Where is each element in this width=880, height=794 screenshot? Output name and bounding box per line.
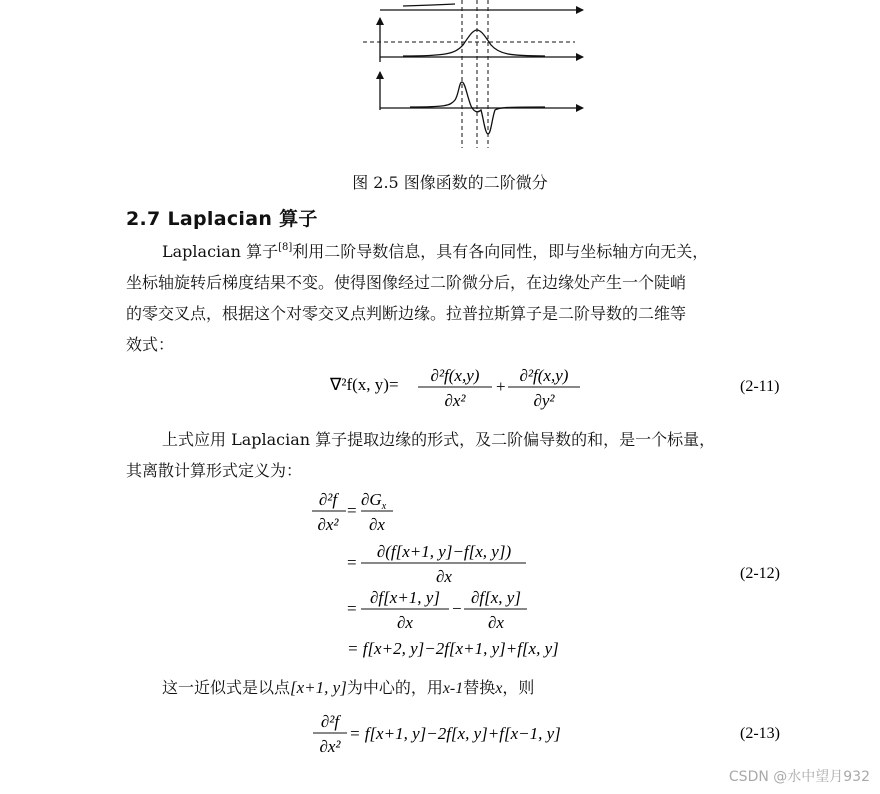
eq13-lhs-numerator: ∂²f — [320, 712, 340, 731]
citation-ref: [8] — [278, 242, 293, 253]
equation-2-11 — [320, 360, 800, 412]
eq13-rhs: = f[x+1, y]−2f[x, y]+f[x−1, y] — [349, 724, 561, 743]
eq12-minus: − — [452, 599, 462, 618]
text-span: ，则 — [502, 678, 535, 697]
equation-2-12 — [300, 486, 800, 664]
paragraph-approximation — [126, 672, 756, 704]
math-x: x — [495, 680, 503, 697]
text-span: 为中心的，用 — [346, 678, 443, 697]
eq13-lhs-denominator: ∂x² — [319, 737, 341, 756]
paragraph-line: 的零交叉点，根据这个对零交叉点判断边缘。拉普拉斯算子是二阶导数的二维等 — [126, 304, 687, 323]
eq11-lhs: ∇²f(x, y)= — [330, 375, 399, 394]
eq11-plus: + — [496, 377, 506, 396]
paragraph-line — [126, 672, 756, 704]
eq12-line1-numerator: $\partial G_x$ — [361, 490, 387, 512]
paragraph-line: 效式： — [126, 335, 175, 354]
math-x-minus-1: x-1 — [442, 680, 464, 697]
eq12-equals-2: = — [347, 553, 357, 572]
eq12-line2-numerator: ∂(f[x+1, y]−f[x, y]) — [376, 542, 512, 561]
laplacian-term: Laplacian 算子 — [162, 242, 279, 261]
eq11-term1-denominator: ∂x² — [444, 391, 466, 410]
eq12-line1-denominator: ∂x — [369, 515, 385, 534]
eq12-line2-denominator: ∂x — [436, 567, 452, 586]
eq11-term1-numerator: ∂²f(x,y) — [430, 366, 480, 385]
eq11-label: (2-11) — [740, 378, 780, 395]
paragraph-line — [126, 424, 756, 455]
watermark: CSDN @水中望月932 — [728, 769, 870, 785]
eq12-equals-3: = — [347, 599, 357, 618]
eq13-label: (2-13) — [740, 725, 780, 742]
eq12-label: (2-12) — [740, 565, 780, 582]
eq12-line4: = f[x+2, y]−2f[x+1, y]+f[x, y] — [347, 639, 559, 658]
eq11-term2-denominator: ∂y² — [533, 391, 555, 410]
eq12-line3-numerator-a: ∂f[x+1, y] — [370, 588, 440, 607]
paragraph-laplacian-intro — [126, 232, 756, 360]
eq12-lhs-numerator: ∂²f — [318, 490, 338, 509]
paragraph-line: 其离散计算形式定义为： — [126, 461, 303, 480]
text-span: 利用二阶导数信息，具有各向同性，即与坐标轴方向无关， — [292, 242, 709, 261]
text-span: 替换 — [463, 678, 496, 697]
text-span: 上式应用 Laplacian 算子提取边缘的形式，及二阶偏导数的和，是一个标量， — [162, 430, 716, 449]
text-span: 这一近似式是以点 — [162, 678, 291, 697]
eq11-term2-numerator: ∂²f(x,y) — [519, 366, 569, 385]
eq12-line3-numerator-b: ∂f[x, y] — [471, 588, 521, 607]
paragraph-discrete-form — [126, 424, 756, 486]
eq12-subscript: x — [381, 501, 387, 512]
math-point: [x+1, y] — [290, 678, 347, 697]
plot2-gaussian-curve — [403, 30, 545, 56]
figure-caption: 图 2.5 图像函数的二阶微分 — [352, 173, 548, 192]
eq12-line3-denominator-b: ∂x — [488, 613, 504, 632]
eq12-equals-1: = — [347, 501, 357, 520]
plot1-curve — [403, 4, 455, 6]
section-heading: 2.7 Laplacian 算子 — [126, 208, 318, 230]
equation-2-13 — [300, 708, 800, 764]
eq12-line3-denominator-a: ∂x — [397, 613, 413, 632]
paragraph-line — [126, 232, 756, 267]
paragraph-line: 坐标轴旋转后梯度结果不变。使得图像经过二阶微分后，在边缘处产生一个陡峭 — [126, 273, 687, 292]
figure-second-derivative — [355, 0, 595, 150]
eq12-lhs-denominator: ∂x² — [317, 515, 339, 534]
